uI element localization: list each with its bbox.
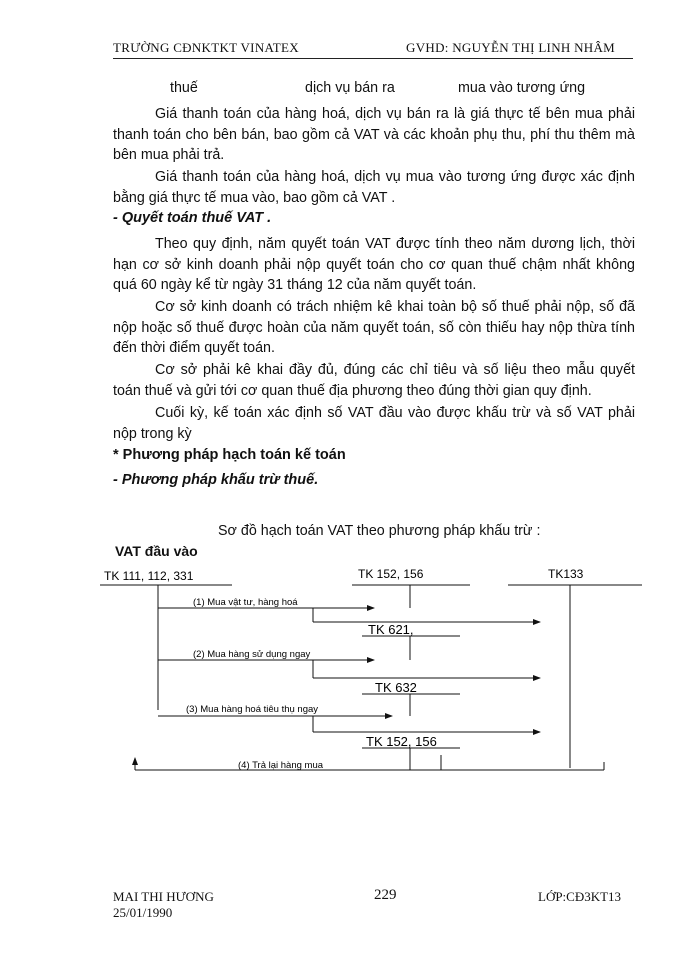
heading-quyet-toan: - Quyết toán thuế VAT . <box>113 210 272 226</box>
paragraph-2: Giá thanh toán của hàng hoá, dịch vụ mua vào tương ứng được xác định bằng giá thực tế mua vào, bao gồm cả VAT . <box>113 169 635 206</box>
tk111-label: TK 111, 112, 331 <box>104 569 194 583</box>
diagram-title: Sơ đồ hạch toán VAT theo phương pháp khấu trừ : <box>218 523 541 539</box>
tk133-label: TK133 <box>548 567 584 581</box>
step4-label: (4) Trả lại hàng mua <box>238 760 324 771</box>
step3-label: (3) Mua hàng hoá tiêu thụ ngay <box>186 704 319 715</box>
tk152-label: TK 152, 156 <box>358 567 424 581</box>
paragraph-5: Cơ sở phải kê khai đầy đủ, đúng các chỉ tiêu và số liệu theo mẫu quyết toán thuế và gửi tới cơ quan thuế địa phương theo đúng thời gian quy định. <box>113 362 635 399</box>
header-teacher: GVHD: NGUYỄN THỊ LINH NHÂM <box>406 40 616 55</box>
paragraph-6: Cuối kỳ, kế toán xác định số VAT đầu vào được khấu trừ và số VAT phải nộp trong kỳ <box>113 405 635 442</box>
footer-class: LỚP:CĐ3KT13 <box>538 889 622 904</box>
footer-date: 25/01/1990 <box>113 905 173 920</box>
footer-name: MAI THI HƯƠNG <box>113 889 214 904</box>
header-school: TRƯỜNG CĐNKTKT VINATEX <box>113 40 299 55</box>
paragraph-4: Cơ sở kinh doanh có trách nhiệm kê khai toàn bộ số thuế phải nộp, số đã nộp hoặc số thuế được hoàn của năm quyết toán, số còn thiếu hay nộp thừa tính đến thời điểm quyết toán. <box>113 299 635 356</box>
step1-label: (1) Mua vật tư, hàng hoá <box>193 597 298 608</box>
top-word-1: thuế <box>170 80 198 96</box>
paragraph-3: Theo quy định, năm quyết toán VAT được tính theo năm dương lịch, thời hạn cơ sở kinh doanh phải nộp quyết toán cho cơ quan thuế chậm nhất không quá 60 ngày kể từ ngày 31 tháng 12 của năm quyết toán. <box>113 236 635 293</box>
paragraph-1: Giá thanh toán của hàng hoá, dịch vụ bán ra là giá thực tế bên mua phải thanh toán cho bên bán, bao gồm cả VAT và các khoản phụ thu, phí thu thêm mà bên mua phải trả. <box>113 106 635 163</box>
tk152b-label: TK 152, 156 <box>366 734 437 749</box>
page-number: 229 <box>374 887 397 903</box>
tk621-label: TK 621, <box>368 622 414 637</box>
top-word-3: mua vào tương ứng <box>458 80 586 96</box>
heading-khau-tru: - Phương pháp khấu trừ thuế. <box>113 472 319 488</box>
heading-phuong-phap: * Phương pháp hạch toán kế toán <box>113 447 346 463</box>
tk632-label: TK 632 <box>375 680 417 695</box>
diagram-subtitle: VAT đầu vào <box>115 543 198 559</box>
step2-label: (2) Mua hàng sử dụng ngay <box>193 649 311 660</box>
top-word-2: dịch vụ bán ra <box>305 80 395 96</box>
